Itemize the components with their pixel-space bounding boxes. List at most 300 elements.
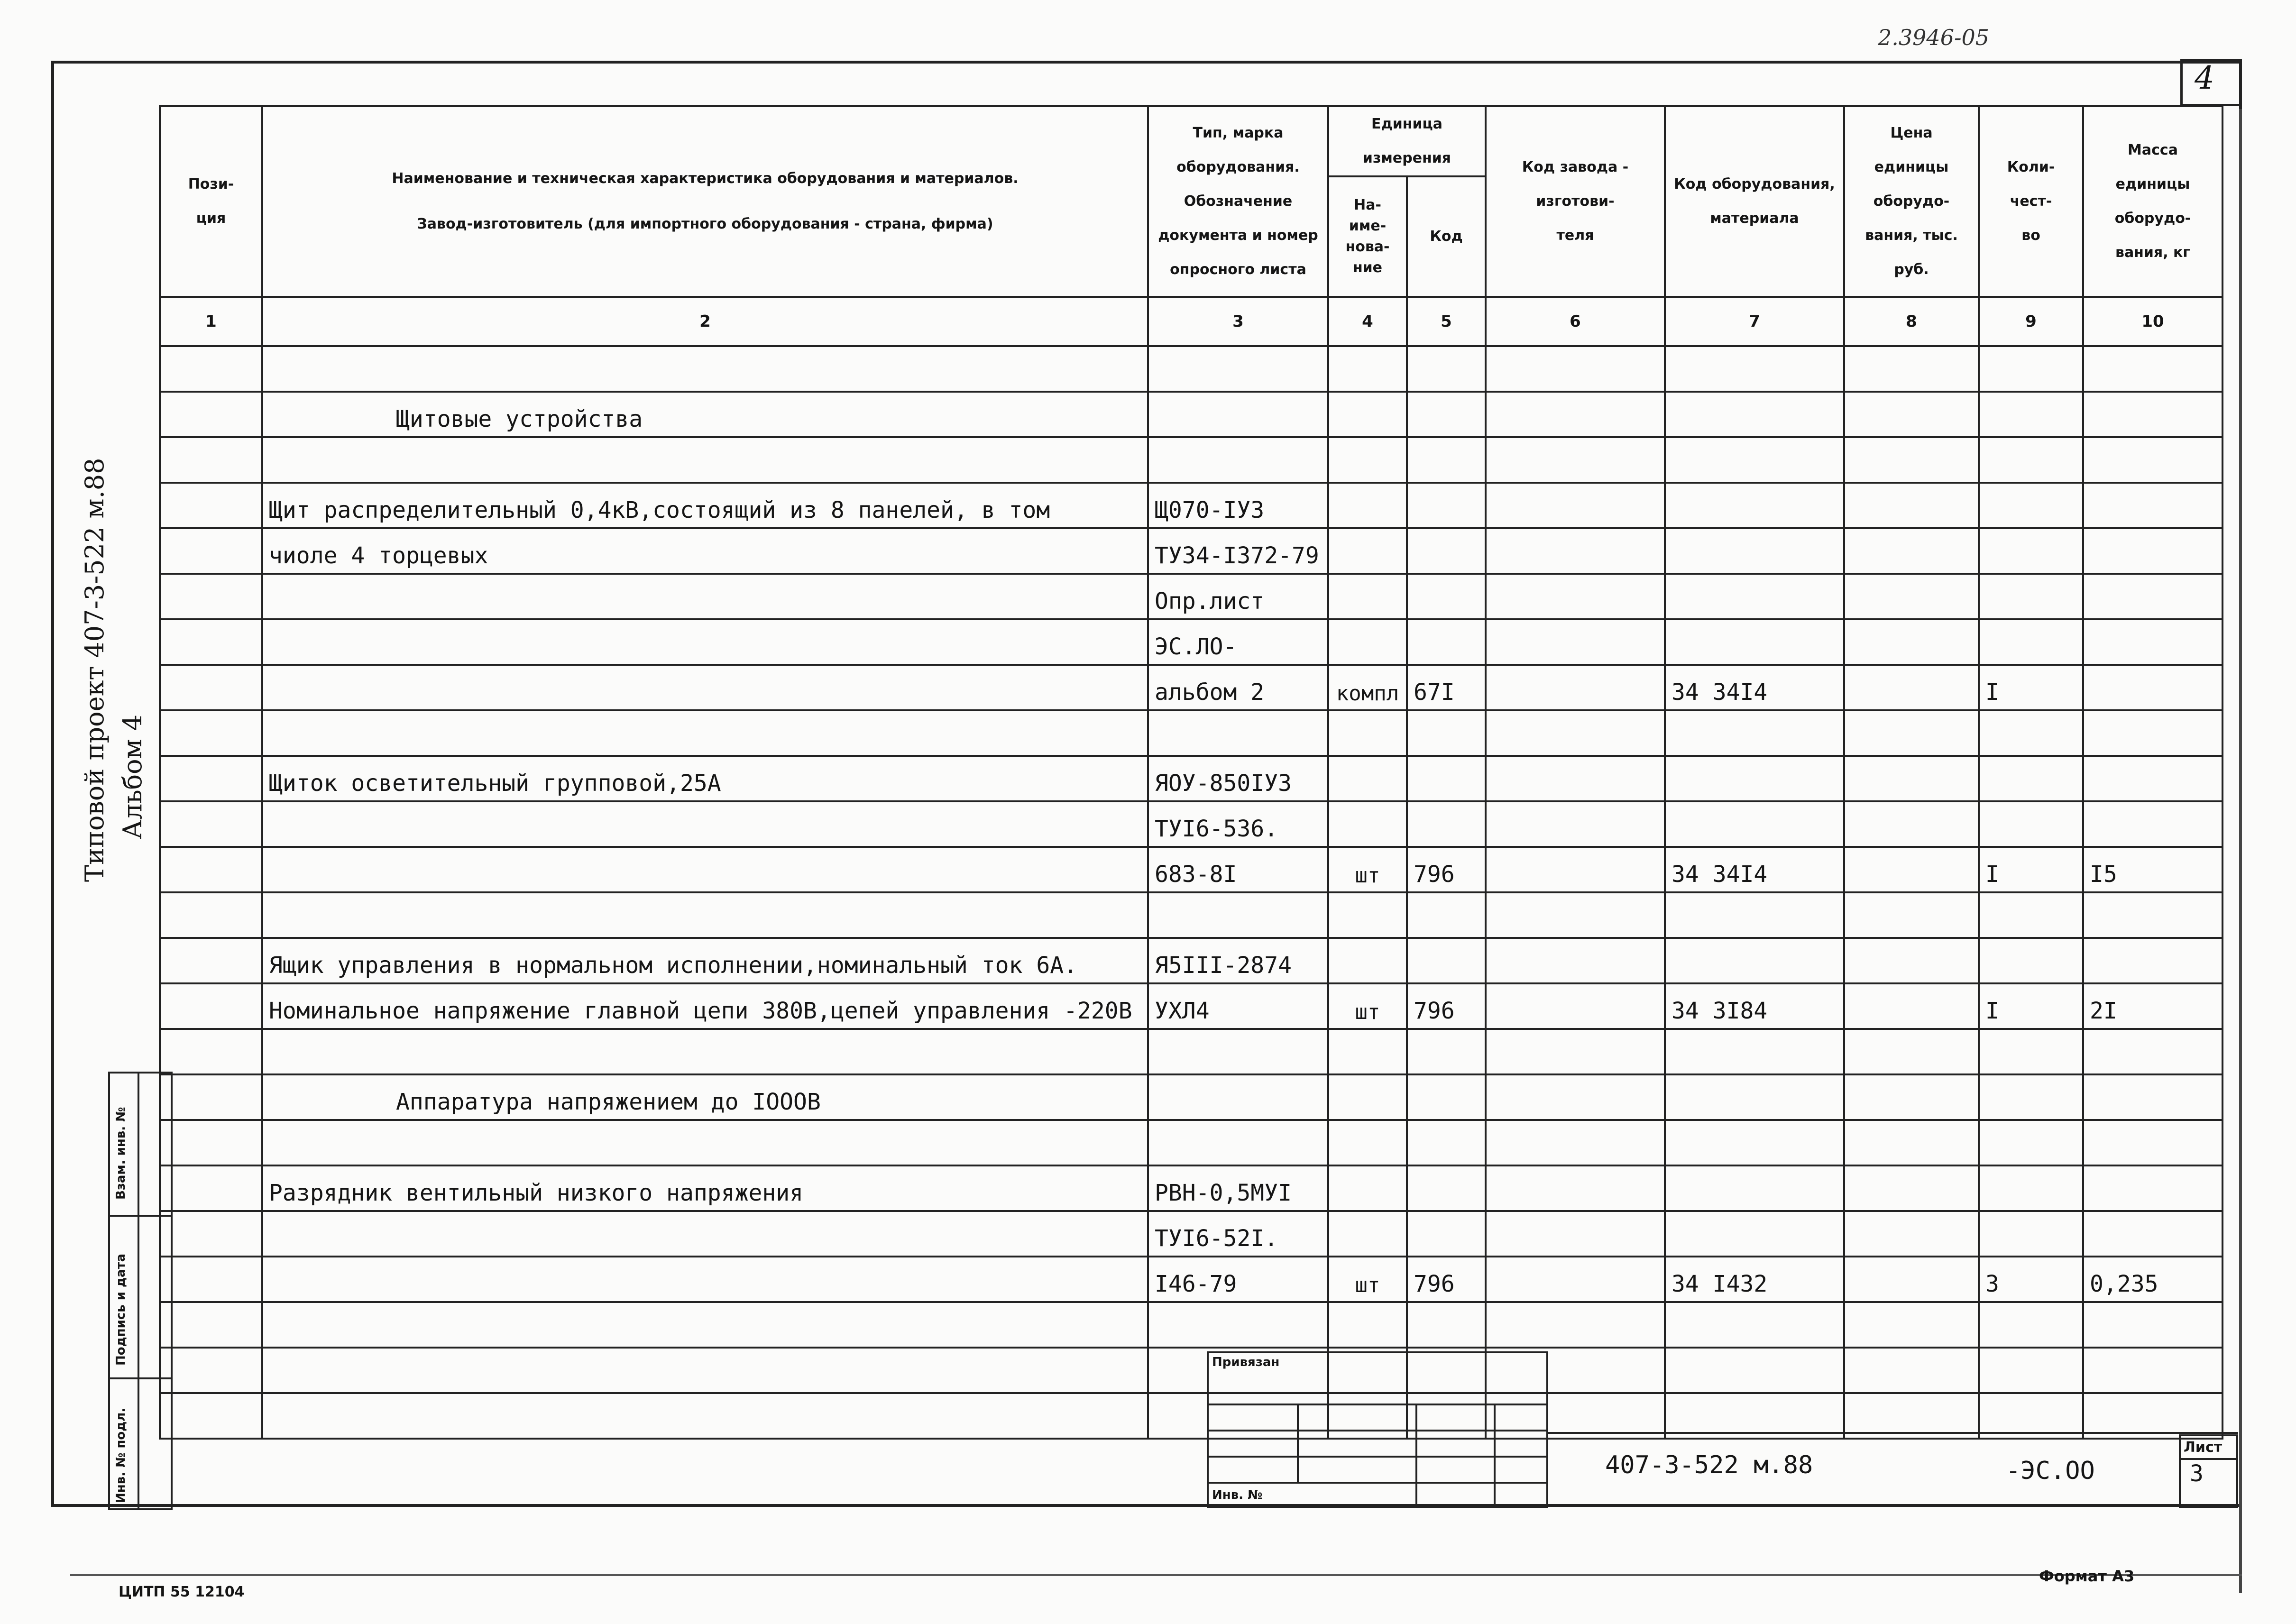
table-row [160,437,2223,483]
cell-unit-code [1407,619,1486,665]
cell-mass: 2I [2083,983,2223,1029]
cell-unit-code [1407,710,1486,756]
cell-plant-code [1486,392,1665,437]
cell-name [262,346,1148,392]
cell-mass [2083,1165,2223,1211]
cell-type: ТУI6-536. [1148,801,1328,847]
cell-quantity [1979,1211,2083,1257]
cell-position [160,574,262,619]
cell-mass [2083,528,2223,574]
table-row [160,346,2223,392]
cell-mass [2083,1211,2223,1257]
cell-unit-code [1407,892,1486,938]
cell-price [1844,437,1979,483]
footer-right: Формат А3 [2039,1567,2135,1585]
cell-unit-name [1328,1029,1407,1074]
cell-equipment-code [1665,938,1844,983]
cell-price [1844,665,1979,710]
cell-equipment-code [1665,437,1844,483]
cell-price [1844,1120,1979,1165]
table-row [160,574,2223,619]
table-row [160,847,2223,892]
cell-quantity [1979,437,2083,483]
cell-unit-code [1407,1211,1486,1257]
cell-name [262,1302,1148,1348]
cell-mass [2083,1029,2223,1074]
cell-equipment-code [1665,801,1844,847]
table-row [160,665,2223,710]
column-number-6: 6 [1486,297,1665,346]
cell-type [1148,1302,1328,1348]
left-stamp-label-original: Инв. № подл. [114,1407,128,1503]
cell-quantity [1979,1165,2083,1211]
cell-name: Щитовые устройства [262,392,1148,437]
header-name: Наименование и техническая характеристика оборудования и материалов. Завод-изготовитель (для импортного оборудования - страна, фирма) [262,106,1148,297]
cell-unit-name [1328,619,1407,665]
cell-type [1148,710,1328,756]
sheet-divider [2179,1458,2238,1460]
cell-unit-name: шт [1328,847,1407,892]
cell-name [262,1029,1148,1074]
column-number-7: 7 [1665,297,1844,346]
header-mass: Масса единицы оборудо- вания, кг [2083,106,2223,297]
cell-position [160,346,262,392]
cell-equipment-code [1665,392,1844,437]
table-row [160,1165,2223,1211]
cell-quantity [1979,574,2083,619]
cell-quantity [1979,1348,2083,1393]
cell-price [1844,892,1979,938]
table-row [160,801,2223,847]
cell-quantity: 3 [1979,1257,2083,1302]
cell-mass [2083,665,2223,710]
cell-unit-code [1407,574,1486,619]
cell-name [262,847,1148,892]
cell-equipment-code: 34 34I4 [1665,847,1844,892]
cell-position [160,528,262,574]
cell-position [160,1348,262,1393]
cell-plant-code [1486,847,1665,892]
cell-equipment-code [1665,1302,1844,1348]
cell-position [160,483,262,528]
cell-unit-code [1407,756,1486,801]
frame-bottom-extension [70,1574,2242,1576]
cell-equipment-code [1665,1348,1844,1393]
cell-plant-code [1486,437,1665,483]
cell-quantity [1979,801,2083,847]
table-row [160,392,2223,437]
cell-unit-name [1328,346,1407,392]
header-type: Тип, марка оборудования. Обозначение документа и номер опросного листа [1148,106,1328,297]
column-number-3: 3 [1148,297,1328,346]
cell-price [1844,574,1979,619]
cell-position [160,1302,262,1348]
header-position: Пози- ция [160,106,262,297]
cell-position [160,892,262,938]
cell-name [262,892,1148,938]
cell-quantity: I [1979,847,2083,892]
stamp-col-1 [1297,1404,1299,1482]
cell-plant-code [1486,1257,1665,1302]
cell-type [1148,437,1328,483]
cell-price [1844,1074,1979,1120]
cell-unit-code [1407,528,1486,574]
table-row [160,983,2223,1029]
cell-name: Ящик управления в нормальном исполнении,номинальный ток 6А. [262,938,1148,983]
cell-type: УХЛ4 [1148,983,1328,1029]
cell-type: Я5III-2874 [1148,938,1328,983]
cell-name [262,574,1148,619]
column-number-5: 5 [1407,297,1486,346]
cell-name [262,1393,1148,1439]
cell-unit-name [1328,483,1407,528]
cell-position [160,1074,262,1120]
cell-price [1844,483,1979,528]
cell-plant-code [1486,1211,1665,1257]
cell-quantity [1979,1029,2083,1074]
cell-mass [2083,801,2223,847]
cell-mass [2083,1348,2223,1393]
table-row [160,1120,2223,1165]
header-unit-code: Код [1407,176,1486,297]
cell-position [160,437,262,483]
cell-unit-name [1328,437,1407,483]
cell-plant-code [1486,528,1665,574]
cell-plant-code [1486,1029,1665,1074]
frame-right-extension [2239,109,2242,1593]
cell-name [262,1348,1148,1393]
cell-plant-code [1486,574,1665,619]
cell-type: ТУI6-52I. [1148,1211,1328,1257]
cell-unit-name [1328,801,1407,847]
stamp-col-2 [1415,1404,1417,1508]
side-album-title: Альбом 4 [118,714,147,839]
cell-position [160,1029,262,1074]
table-row [160,528,2223,574]
linked-label: Привязан [1212,1355,1280,1369]
table-row [160,710,2223,756]
cell-unit-name [1328,392,1407,437]
cell-unit-name [1328,892,1407,938]
left-stamp-divider [138,1072,139,1510]
cell-plant-code [1486,938,1665,983]
side-project-title: Типовой проект 407-3-522 м.88 [80,458,110,882]
cell-price [1844,938,1979,983]
cell-price [1844,619,1979,665]
stamp-line-1 [1207,1404,1548,1405]
cell-name [262,437,1148,483]
cell-position [160,938,262,983]
cell-type: Щ070-IУЗ [1148,483,1328,528]
cell-position [160,847,262,892]
cell-type: Опр.лист [1148,574,1328,619]
cell-name: Щит распределительный 0,4кВ,состоящий из 8 панелей, в том [262,483,1148,528]
stamp-line-4 [1207,1482,1548,1484]
cell-price [1844,710,1979,756]
cell-name [262,1257,1148,1302]
cell-plant-code [1486,1120,1665,1165]
cell-unit-name: шт [1328,1257,1407,1302]
cell-unit-code [1407,1029,1486,1074]
cell-plant-code [1486,1302,1665,1348]
cell-quantity [1979,528,2083,574]
cell-unit-code [1407,437,1486,483]
cell-quantity [1979,346,2083,392]
cell-quantity [1979,1120,2083,1165]
table-row [160,1029,2223,1074]
cell-name [262,665,1148,710]
cell-quantity: I [1979,665,2083,710]
cell-plant-code [1486,619,1665,665]
table-row [160,1348,2223,1393]
column-number-9: 9 [1979,297,2083,346]
cell-name [262,1211,1148,1257]
cell-plant-code [1486,710,1665,756]
table-row [160,1257,2223,1302]
cell-price [1844,346,1979,392]
cell-price [1844,392,1979,437]
cell-equipment-code [1665,710,1844,756]
designation: 407-3-522 м.88 [1605,1451,1813,1479]
cell-position [160,1120,262,1165]
table-row [160,483,2223,528]
cell-plant-code [1486,756,1665,801]
cell-mass [2083,1302,2223,1348]
cell-unit-code [1407,1302,1486,1348]
specification-table [159,105,2223,1440]
cell-name: Аппаратура напряжением до IOOOВ [262,1074,1148,1120]
cell-type: альбом 2 [1148,665,1328,710]
cell-equipment-code [1665,892,1844,938]
cell-unit-name: шт [1328,983,1407,1029]
cell-unit-code [1407,801,1486,847]
cell-mass [2083,346,2223,392]
stamp-line-2 [1207,1430,1548,1431]
cell-equipment-code: 34 34I4 [1665,665,1844,710]
cell-price [1844,756,1979,801]
cell-quantity [1979,938,2083,983]
cell-quantity [1979,1074,2083,1120]
page-corner-number: 4 [2195,60,2214,96]
cell-unit-code: 67I [1407,665,1486,710]
cell-equipment-code [1665,1074,1844,1120]
cell-type [1148,892,1328,938]
cell-mass [2083,574,2223,619]
cell-type: 683-8I [1148,847,1328,892]
cell-unit-code: 796 [1407,847,1486,892]
cell-unit-code [1407,1165,1486,1211]
header-quantity: Коли- чест- во [1979,106,2083,297]
cell-position [160,756,262,801]
cell-unit-name [1328,756,1407,801]
cell-type: РВН-0,5МУI [1148,1165,1328,1211]
cell-mass [2083,1074,2223,1120]
cell-position [160,1165,262,1211]
column-number-1: 1 [160,297,262,346]
cell-position [160,665,262,710]
cell-price [1844,528,1979,574]
cell-type [1148,392,1328,437]
cell-name: Щиток осветительный групповой,25А [262,756,1148,801]
column-number-4: 4 [1328,297,1407,346]
cell-unit-name: компл [1328,665,1407,710]
cell-name [262,619,1148,665]
cell-position [160,1257,262,1302]
header-equipment-code: Код оборудования, материала [1665,106,1844,297]
cell-mass [2083,483,2223,528]
inventory-label: Инв. № [1212,1488,1263,1502]
cell-type: ЯОУ-850IУЗ [1148,756,1328,801]
table-row [160,1302,2223,1348]
cell-type [1148,1029,1328,1074]
cell-unit-name [1328,1120,1407,1165]
cell-unit-code [1407,1074,1486,1120]
cell-price [1844,1029,1979,1074]
cell-position [160,710,262,756]
cell-equipment-code [1665,346,1844,392]
cell-mass [2083,437,2223,483]
cell-position [160,1393,262,1439]
cell-unit-code: 796 [1407,1257,1486,1302]
cell-mass: I5 [2083,847,2223,892]
cell-mass [2083,392,2223,437]
cell-plant-code [1486,983,1665,1029]
cell-unit-code [1407,346,1486,392]
cell-equipment-code [1665,528,1844,574]
cell-type: ЭС.ЛО- [1148,619,1328,665]
cell-name: Номинальное напряжение главной цепи 380В,цепей управления -220В [262,983,1148,1029]
cell-quantity [1979,483,2083,528]
cell-name: Разрядник вентильный низкого напряжения [262,1165,1148,1211]
cell-equipment-code [1665,1211,1844,1257]
cell-equipment-code: 34 3I84 [1665,983,1844,1029]
cell-equipment-code [1665,756,1844,801]
footer-left: ЦИТП 55 12104 [119,1584,245,1600]
cell-unit-name [1328,1165,1407,1211]
cell-unit-code: 796 [1407,983,1486,1029]
header-unit-name: На- име- нова- ние [1328,176,1407,297]
cell-plant-code [1486,665,1665,710]
cell-position [160,392,262,437]
stamp-col-3 [1494,1404,1496,1508]
header-unit: Единица измерения [1328,106,1486,176]
cell-type: ТУ34-I372-79 [1148,528,1328,574]
cell-position [160,801,262,847]
cell-price [1844,847,1979,892]
column-number-2: 2 [262,297,1148,346]
cell-price [1844,1348,1979,1393]
cell-mass [2083,1120,2223,1165]
cell-plant-code [1486,801,1665,847]
cell-mass [2083,710,2223,756]
table-row [160,892,2223,938]
cell-quantity: I [1979,983,2083,1029]
cell-equipment-code [1665,619,1844,665]
designation-top-line [1548,1432,2238,1434]
cell-unit-name [1328,528,1407,574]
cell-position [160,1211,262,1257]
cell-equipment-code [1665,1029,1844,1074]
table-row [160,619,2223,665]
cell-unit-code [1407,392,1486,437]
cell-equipment-code [1665,483,1844,528]
cell-unit-name [1328,1302,1407,1348]
table-row [160,1211,2223,1257]
cell-type [1148,1074,1328,1120]
cell-quantity [1979,892,2083,938]
cell-name [262,801,1148,847]
document-code: -ЭС.ОО [2006,1457,2095,1485]
cell-unit-name [1328,574,1407,619]
cell-equipment-code [1665,1120,1844,1165]
cell-price [1844,983,1979,1029]
cell-price [1844,1257,1979,1302]
cell-plant-code [1486,346,1665,392]
cell-type: I46-79 [1148,1257,1328,1302]
column-number-8: 8 [1844,297,1979,346]
cell-type [1148,1120,1328,1165]
cell-unit-name [1328,1074,1407,1120]
cell-quantity [1979,756,2083,801]
cell-unit-code [1407,938,1486,983]
cell-equipment-code [1665,574,1844,619]
left-stamp-label-replace: Взам. инв. № [114,1107,128,1200]
cell-plant-code [1486,1165,1665,1211]
left-stamp-label-signature: Подпись и дата [114,1253,128,1366]
cell-mass [2083,619,2223,665]
archive-number: 2.3946-05 [1878,25,1990,50]
cell-quantity [1979,392,2083,437]
cell-plant-code [1486,1074,1665,1120]
cell-unit-name [1328,710,1407,756]
cell-plant-code [1486,892,1665,938]
cell-unit-name [1328,938,1407,983]
cell-price [1844,1211,1979,1257]
cell-type [1148,346,1328,392]
table-row [160,938,2223,983]
cell-unit-code [1407,483,1486,528]
header-plant-code: Код завода - изготови- теля [1486,106,1665,297]
cell-mass [2083,892,2223,938]
cell-mass [2083,938,2223,983]
cell-quantity [1979,1302,2083,1348]
cell-mass [2083,756,2223,801]
cell-price [1844,1165,1979,1211]
cell-unit-name [1328,1211,1407,1257]
sheet-number: 3 [2190,1460,2204,1487]
cell-quantity [1979,619,2083,665]
cell-quantity [1979,710,2083,756]
cell-unit-code [1407,1120,1486,1165]
cell-mass: 0,235 [2083,1257,2223,1302]
stamp-line-3 [1207,1456,1548,1458]
cell-name: чиоле 4 торцевых [262,528,1148,574]
column-number-10: 10 [2083,297,2223,346]
cell-position [160,983,262,1029]
cell-name [262,710,1148,756]
sheet-label: Лист [2184,1439,2223,1456]
cell-price [1844,1302,1979,1348]
cell-position [160,619,262,665]
cell-plant-code [1486,483,1665,528]
cell-name [262,1120,1148,1165]
table-row [160,1074,2223,1120]
header-price: Цена единицы оборудо- вания, тыс. руб. [1844,106,1979,297]
cell-price [1844,801,1979,847]
table-row [160,756,2223,801]
cell-equipment-code [1665,1165,1844,1211]
cell-equipment-code: 34 I432 [1665,1257,1844,1302]
